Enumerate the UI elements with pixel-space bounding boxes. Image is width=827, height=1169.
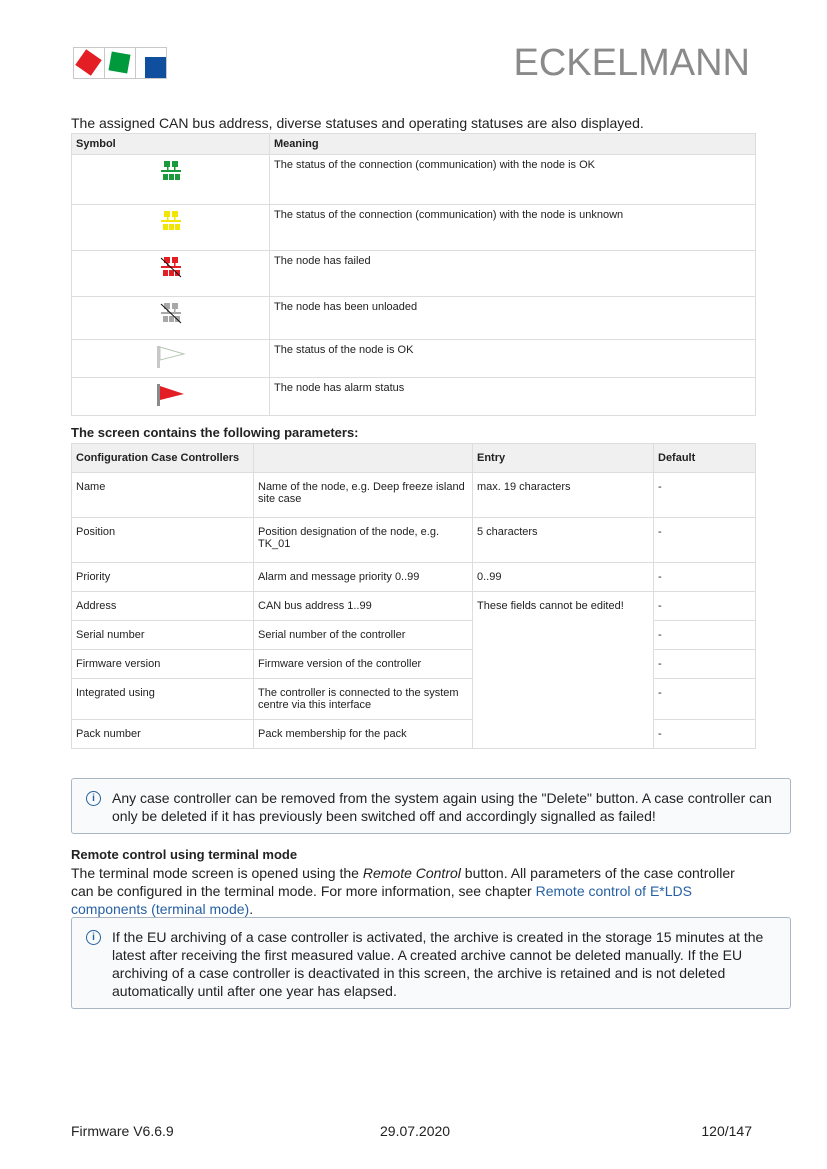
remote-control-section: Remote control using terminal mode The terminal mode screen is opened using the Remote Control button. All parameters of the case controller can be configured in the terminal mode. For more information, see chapter Remote control of E*LDS components (terminal mode).: [71, 847, 735, 917]
brand-name: ECKELMANN: [513, 42, 750, 84]
col-meaning: Meaning: [270, 134, 756, 155]
table-row: Position Position designation of the node, e.g. TK_01 5 characters -: [72, 518, 756, 563]
table-row: The status of the connection (communication) with the node is unknown: [72, 205, 756, 251]
red-square-icon: [75, 49, 101, 75]
section-title: Remote control using terminal mode: [71, 847, 298, 862]
flag-white-icon: [154, 344, 188, 370]
info-icon: i: [86, 791, 101, 806]
col-symbol: Symbol: [72, 134, 270, 155]
table-row: Integrated using The controller is connected to the system centre via this interface -: [72, 679, 756, 720]
table-row: Name Name of the node, e.g. Deep freeze island site case max. 19 characters -: [72, 473, 756, 518]
intro-text: The assigned CAN bus address, diverse statuses and operating statuses are also displayed.: [71, 115, 644, 131]
network-ok-icon: [159, 159, 183, 183]
footer-page: 120/147: [701, 1123, 752, 1139]
company-logo: [73, 47, 167, 79]
params-title: The screen contains the following parameters:: [71, 425, 359, 440]
table-row: The node has been unloaded: [72, 297, 756, 340]
table-row: The node has alarm status: [72, 378, 756, 416]
table-row: Address CAN bus address 1..99 These fields cannot be edited! -: [72, 592, 756, 621]
network-unloaded-icon: [159, 301, 183, 325]
info-box-archive: i If the EU archiving of a case controller is activated, the archive is created in the storage 15 minutes at the latest after receiving the first measured value. A created archive cannot be deleted manually. If the EU archiving of a case controller is deactivated in this screen, the archive is retained and is not deleted automatically until after one year has elapsed.: [71, 917, 791, 1009]
table-row: The status of the node is OK: [72, 340, 756, 378]
network-failed-icon: [159, 255, 183, 279]
info-icon: i: [86, 930, 101, 945]
footer-firmware: Firmware V6.6.9: [71, 1123, 174, 1139]
blue-square-icon: [145, 57, 166, 78]
terminal-mode-link[interactable]: Remote control of E*LDS components (terminal mode): [71, 883, 692, 917]
symbol-table: [71, 133, 756, 416]
table-row: Firmware version Firmware version of the controller -: [72, 650, 756, 679]
parameters-table: Configuration Case Controllers Entry Default Name Name of the node, e.g. Deep freeze island site case max. 19 characters - Position Position designation of the node, e.g. TK_01 5 characters - Priority Alarm and message priority 0..99 0..99 - Address CAN bus address 1..99 These fields cannot be edited! - Serial number Serial number of the controller - Firmware version Firmware version of the controller - Integrated using The controller is connected to the system centre via this interface - Pack number Pack membership for the pack -: [71, 443, 756, 749]
table-row: Serial number Serial number of the controller -: [72, 621, 756, 650]
table-row: The status of the connection (communication) with the node is OK: [72, 155, 756, 205]
footer-date: 29.07.2020: [380, 1123, 451, 1139]
table-row: Priority Alarm and message priority 0..99 0..99 -: [72, 563, 756, 592]
table-row: Pack number Pack membership for the pack -: [72, 720, 756, 749]
info-box-delete: i Any case controller can be removed from the system again using the "Delete" button. A case controller can only be deleted if it has previously been switched off and accordingly signalled as failed!: [71, 778, 791, 834]
network-unknown-icon: [159, 209, 183, 233]
green-square-icon: [108, 51, 130, 73]
table-row: The node has failed: [72, 251, 756, 297]
flag-red-icon: [154, 382, 188, 408]
